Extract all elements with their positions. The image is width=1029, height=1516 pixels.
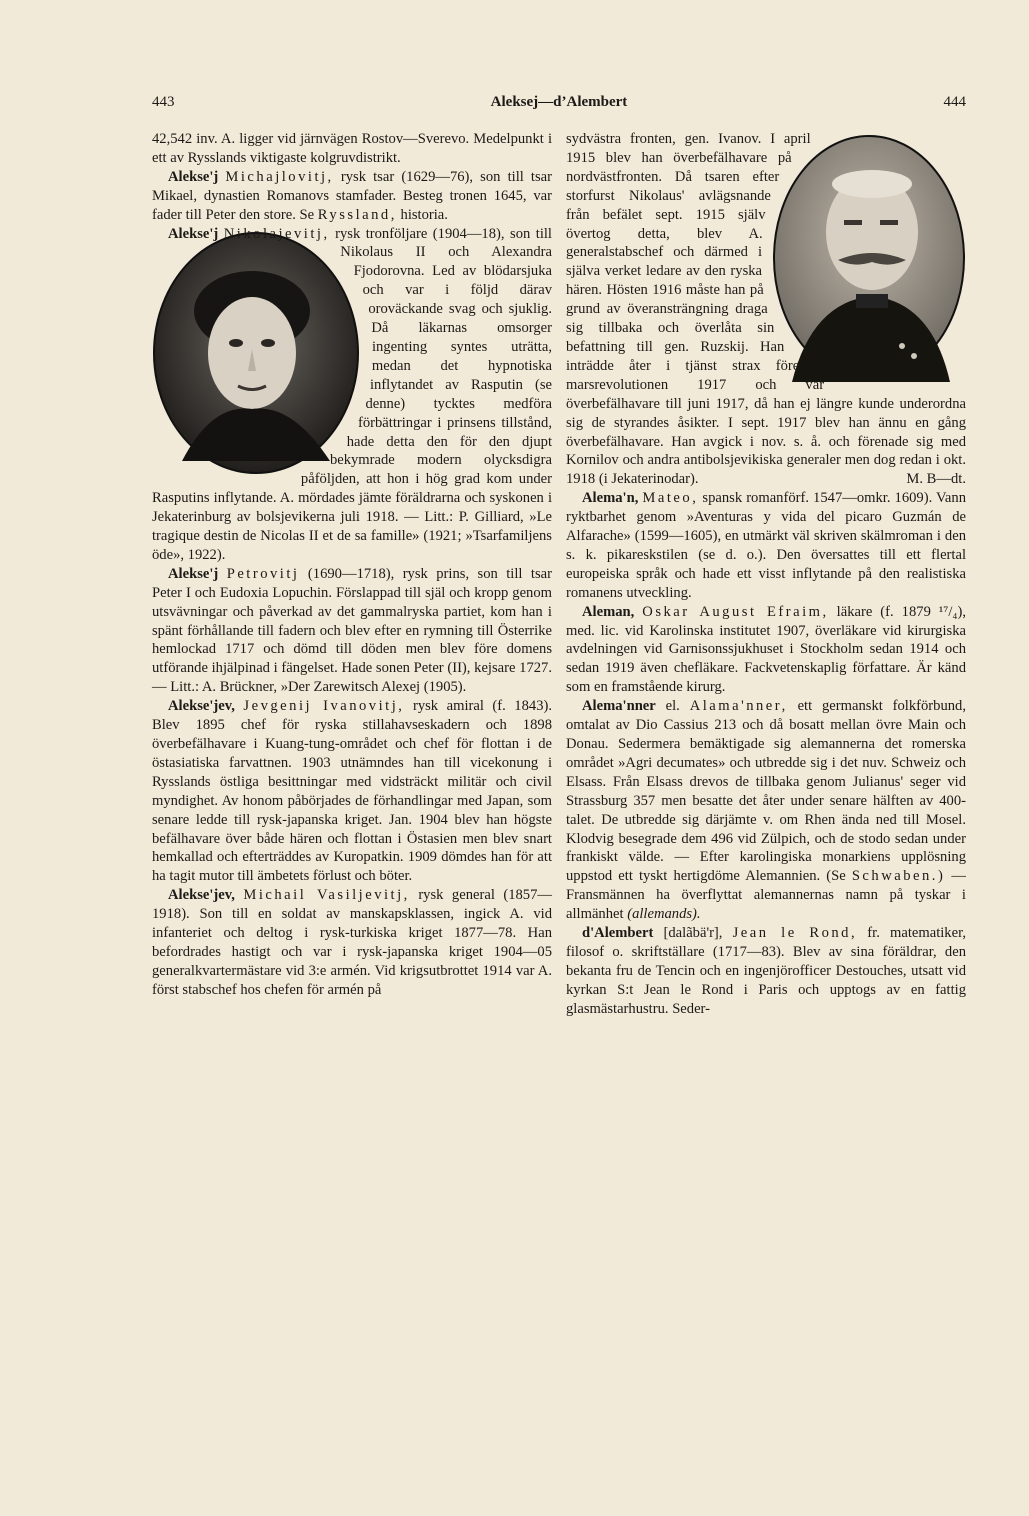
entry-name: Petrovitj: [226, 565, 300, 582]
portrait-tsarevich-photo: [152, 231, 360, 475]
entry-text: rysk general (1857—1918). Son till en soldat av manskapsklassen, ingick A. vid infanteriet och deltog i rysk-turkiska kriget 1877—78. Han befordrades hastigt och var i rysk-japanska kriget 1904—05 generalkvartermästare vid 3:e armén. Vid krigsutbrottet 1914 var A. först stabschef hos chefen för armén på: [152, 887, 552, 998]
entry-name: Mateo,: [642, 490, 699, 507]
entry-headword: Alema'nner: [582, 698, 656, 715]
entry-connector: el.: [665, 698, 680, 715]
cross-reference: Schwaben.): [851, 868, 946, 885]
entry-dalembert: [566, 924, 966, 1019]
portrait-general-photo: [772, 134, 966, 382]
entry-text-cont: — Fransmännen ha överflyttat alemannernas namn på tyskar i allmänhet: [566, 868, 966, 923]
continued-paragraph: 42,542 inv. A. ligger vid järnvägen Rostov—Sverevo. Medelpunkt i ett av Rysslands viktigaste kolgruvdistrikt.: [152, 131, 552, 166]
entry-text: rysk tsar (1629—76), son till tsar Mikael, dynastien Romanovs stamfader. Besteg tronen 1645, var fader till Peter den store. Se: [152, 168, 552, 223]
running-title: Aleksej—d’Alembert: [490, 94, 628, 110]
page-number-left: 443: [152, 94, 175, 110]
entry-text: rysk amiral (f. 1843). Blev 1895 chef för ryska stillahavseskadern och 1898 överbefälhavare i Kuang-tung-området och chef för flottan i de östasiatiska farvattnen. 1903 utnämndes han till vicekonung i Rysslands östliga besittningar med vidsträckt militär och civil myndighet. Av honom påbörjades de förhandlingar med Japan, som senare ledde till rysk-japanska kriget. Jan. 1904 blev han högste befälhavare över både hären och flottan i Östasien men blev snart hemkallad och efterträddes av Kuropatkin. 1909 dömdes han för att ha tagit mutor till ämbetets förlust och böter.: [152, 698, 552, 885]
entry-alekseev-jevgenij: [152, 697, 552, 886]
entry-name: Jean le Rond,: [732, 925, 858, 942]
entry-headword: Aleman,: [582, 603, 635, 620]
entry-text: rysk tronföljare (1904—18), son till Nikolaus II och Alexandra Fjodorovna. Led av blödarsjuka och var i följd därav oroväckande svag och sjuklig. Då läkarnas omsorger ingenting syntes uträtta, medan det hypnotiska inflytandet av Rasputin (se denne) tycktes medföra förbättringar i prinsens tillstånd, hade detta den för den djupt bekymrade modern olycksdigra påföljden, att hon i hög grad kom under Rasputins inflytande. A. mördades jämte föräldrarna och syskonen i Jekaterinburg av bolsjevikerna juli 1918. — Litt.: P. Gilliard, »Le tragique destin de Nicolas II et de sa famille» (1921; »Tsarfamiljens öde», 1922).: [152, 225, 552, 563]
entry-aleksej-petrovitj: [152, 565, 552, 697]
page-header: [152, 94, 966, 118]
cross-reference: Ryssland,: [317, 206, 397, 223]
continued-text: sydvästra fronten, gen. Ivanov. I april 1915 blev han överbefälhavare på nordvästfronten. Då tsaren efter storfurst Nikolaus' avlägsnande från befälet sept. 1915 själv övertog detta, blev A. generalstabschef och därmed i själva verket ledare av den ryska hären. Hösten 1916 måste han på grund av överansträngning draga sig tillbaka och överlåta sin befattning till gen. Ruzskij. Han inträdde åter i tjänst strax före marsrevolutionen 1917 och var överbefälhavare till juni 1917, då han ej längre kunde underordna sig de styrandes åsikter. I sept. 1917 blev han ännu en gång överbefälhavare. Han avgick i nov. s. å. och förenade sig med Kornilov och andra antibolsjevikiska generaler men dog redan i okt. 1918 (i Jekaterinodar).: [566, 131, 966, 488]
right-column: [566, 130, 966, 1019]
entry-headword: Alekse'j: [168, 565, 219, 582]
entry-name: Jevgenij Ivanovitj,: [243, 698, 405, 715]
entry-name: Oskar August Efraim,: [642, 603, 829, 620]
entry-headword: Alekse'j: [168, 225, 219, 242]
entry-aleksej-michajlovitj: [152, 168, 552, 225]
entry-aleksej-nikolajevitj: [152, 225, 552, 565]
entry-name: Nikolajevitj,: [223, 225, 330, 242]
entry-headword: Alekse'jev,: [168, 698, 235, 715]
entry-headword: Alekse'jev,: [168, 887, 235, 904]
entry-name: Michajlovitj,: [225, 168, 334, 185]
entry-text: (1690—1718), rysk prins, son till tsar Peter I och Eudoxia Lopuchin. Förslappad till själ och kropp genom utsvävningar och påverkad av det gammalryska partiet, kom han i spänt förhållande till fadern och blev efter en rymning till Österrike hemlockad 1717 och dömd till döden men blev före domens utförande ihjälpinad i fängelset. Hade sonen Peter (II), kejsare 1727. — Litt.: A. Brückner, »Der Zarewitsch Alexej (1905).: [152, 565, 552, 696]
entry-aleman-mateo: [566, 489, 966, 602]
entry-text: ett germanskt folkförbund, omtalat av Dio Cassius 213 och då bosatt mellan övre Main och Donau. Sedermera bemäktigade sig alemannerna det romerska området »Agri decumates» och utbredde sig i det nuv. Schweiz och Elsass. Från Elsass drevos de tillbaka genom Julianus' seger vid Strassburg 357 men besatte det åter under senare hälften av 400-talet. De utbredde sig därjämte v. om Rhen ända ned till Mosel. Klodvig besegrade dem 496 vid Zülpich, och de stodo sedan under frankiskt välde. — Efter karolingiska monarkiens upplösning uppstod ett tyskt hertigdöme Alemannien. (Se: [566, 698, 967, 885]
left-column: [152, 130, 552, 1000]
entry-aleman-oskar: [566, 603, 966, 698]
entry-text: läkare (f. 1879 ¹⁷/₄), med. lic. vid Karolinska institutet 1907, överläkare vid kirurgiska avdelningen vid Garnisonssjukhuset i Stockholm sedan 1914 och sedan 1919 även chefläkare. Fackvetenskaplig författare. Är känd som en framstående kirurg.: [566, 603, 966, 696]
entry-headword: Alekse'j: [168, 168, 219, 185]
entry-headword: Alema'n,: [582, 490, 639, 507]
author-signature: M. B—dt.: [906, 471, 966, 488]
entry-name: Michail Vasiljevitj,: [243, 887, 410, 904]
entry-text: fr. matematiker, filosof o. skriftställare (1717—83). Blev av sina föräldrar, den bekanta fru de Tencin och en ingenjörofficer Destouches, utsatt vid kyrkan S:t Jean le Rond i Paris och upptogs av en fattig glasmästarhustru. Seder-: [566, 925, 966, 1017]
entry-name: Alama'nner,: [689, 698, 788, 715]
entry-text-tail: historia.: [400, 206, 448, 223]
pronunciation: [dalãbä'r],: [663, 925, 723, 942]
continued-paragraph: [566, 130, 966, 489]
italic-term: (allemands).: [627, 906, 701, 923]
page-number-right: 444: [943, 94, 966, 110]
entry-alekseev-michail: [152, 886, 552, 999]
entry-text: spansk romanförf. 1547—omkr. 1609). Vann ryktbarhet genom »Aventuras y vida del picaro Guzmán de Alfarache» (1599—1605), en utmärkt väl skriven skälmroman i den s. k. pikareskstilen (se d. o.). Den översattes till ett flertal europeiska språk och hade ett visst inflytande på den realistiska romanens utveckling.: [566, 490, 967, 601]
entry-headword: d'Alembert: [582, 925, 654, 942]
entry-alemanner: [566, 697, 966, 924]
